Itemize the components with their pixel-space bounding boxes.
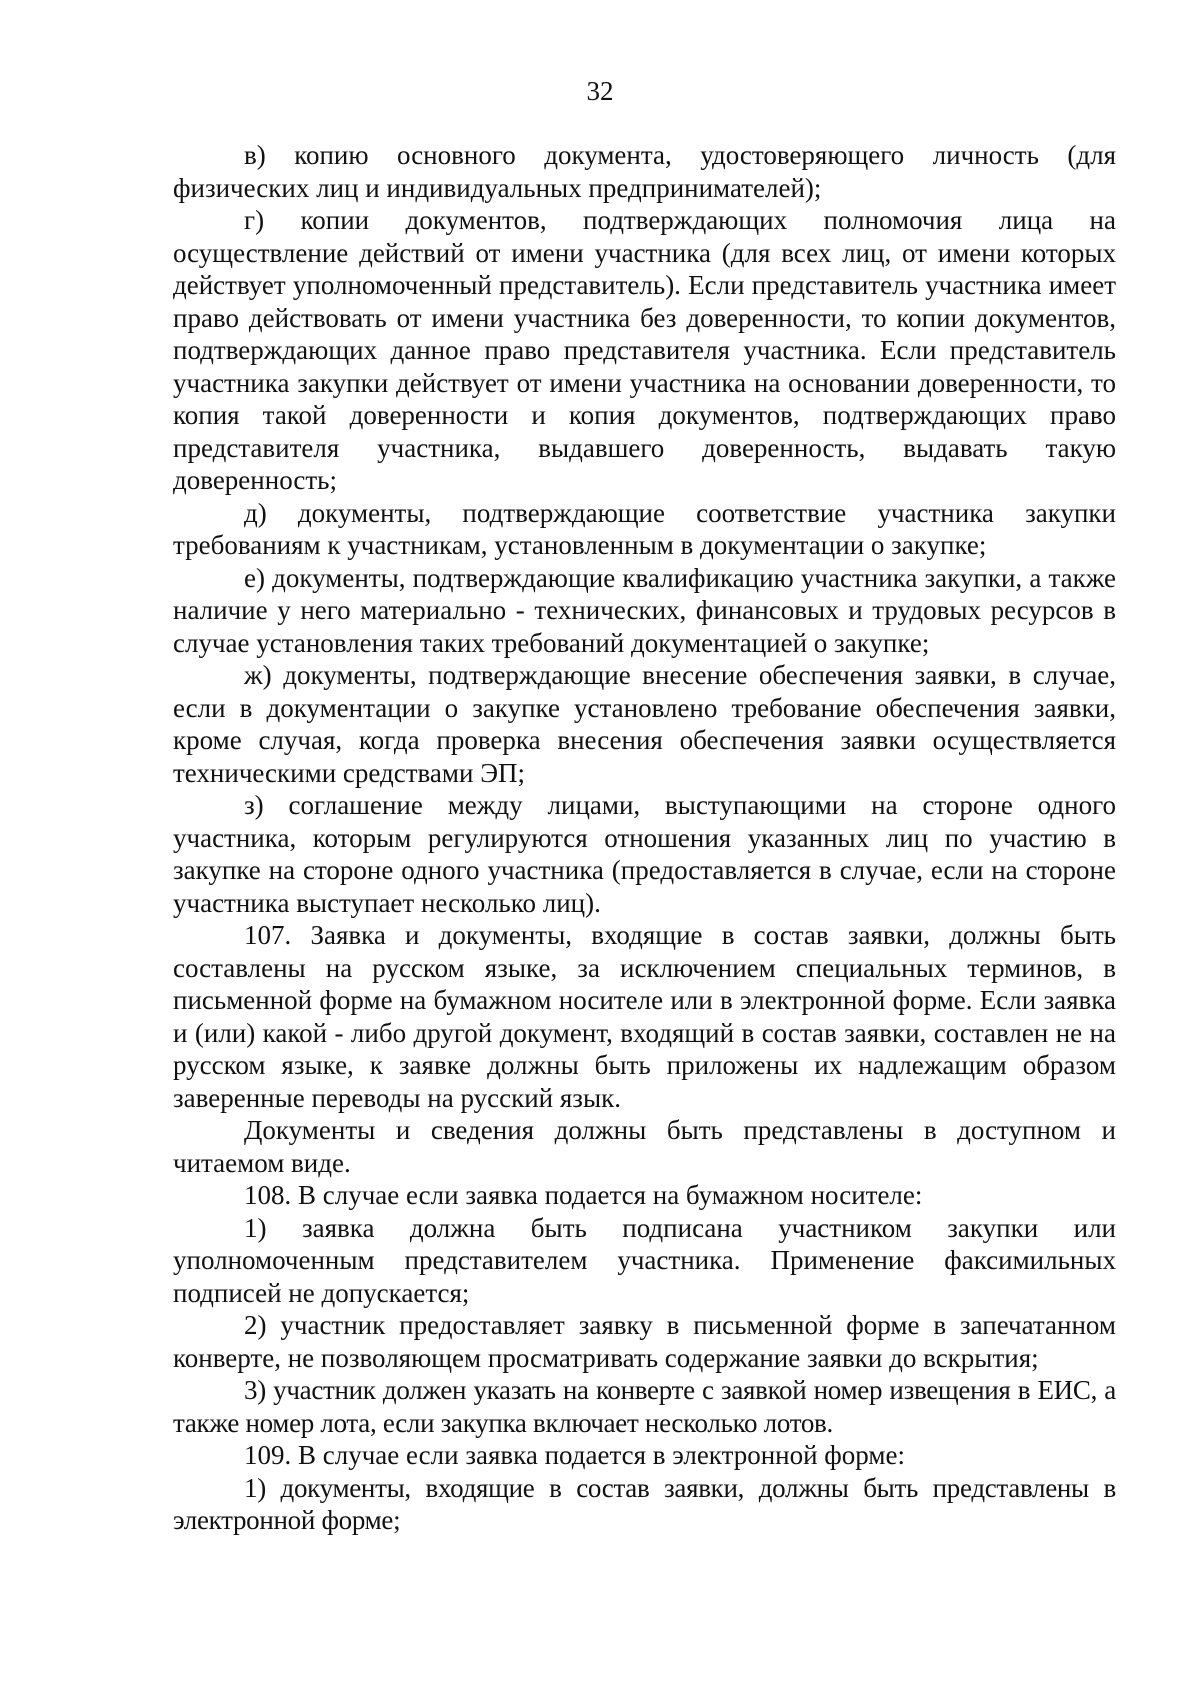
paragraph-item-e: е) документы, подтверждающие квалификацию участника закупки, а также наличие у него материально - технических, финансовых и трудовых ресурсов в случае установления таких требований документацией о закупке; — [173, 562, 1116, 658]
paragraph-item-z: з) соглашение между лицами, выступающими на стороне одного участника, которым регулируются отношения указанных лиц по участию в закупке на стороне одного участника (предоставляется в случае, если на стороне участника выступает несколько лиц). — [173, 790, 1116, 918]
paragraph-clause-108-3: 3) участник должен указать на конверте с заявкой номер извещения в ЕИС, а также номер лота, если закупка включает несколько лотов. — [173, 1375, 1116, 1438]
paragraph-item-v: в) копию основного документа, удостоверяющего личность (для физических лиц и индивидуальных предпринимателей); — [173, 140, 1116, 203]
paragraph-clause-109-1: 1) документы, входящие в состав заявки, должны быть представлены в электронной форме; — [173, 1472, 1116, 1535]
page-number: 32 — [586, 76, 614, 106]
paragraph-documents-readable: Документы и сведения должны быть представлены в доступном и читаемом виде. — [173, 1115, 1116, 1178]
paragraph-item-d: д) документы, подтверждающие соответствие участника закупки требованиям к участникам, установленным в документации о закупке; — [173, 497, 1116, 560]
paragraph-item-zh: ж) документы, подтверждающие внесение обеспечения заявки, в случае, если в документации о закупке установлено требование обеспечения заявки, кроме случая, когда проверка внесения обеспечения заявки осуществляется техническими средствами ЭП; — [173, 660, 1116, 788]
paragraph-clause-107: 107. Заявка и документы, входящие в состав заявки, должны быть составлены на русском языке, за исключением специальных терминов, в письменной форме на бумажном носителе или в электронной форме. Если заявка и (или) какой - либо другой документ, входящий в состав заявки, составлен не на русском языке, к заявке должны быть приложены их надлежащим образом заверенные переводы на русский язык. — [173, 920, 1116, 1113]
paragraph-clause-108-1: 1) заявка должна быть подписана участником закупки или уполномоченным представителем участника. Применение факсимильных подписей не допускается; — [173, 1212, 1116, 1308]
paragraph-clause-108-2: 2) участник предоставляет заявку в письменной форме в запечатанном конверте, не позволяющем просматривать содержание заявки до вскрытия; — [173, 1310, 1116, 1373]
document-body — [173, 139, 1116, 1537]
paragraph-clause-109: 109. В случае если заявка подается в электронной форме: — [244, 1440, 905, 1470]
paragraph-item-g: г) копии документов, подтверждающих полномочия лица на осуществление действий от имени участника (для всех лиц, от имени которых действует уполномоченный представитель). Если представитель участника имеет право действовать от имени участника без доверенности, то копии документов, подтверждающих данное право представителя участника. Если представитель участника закупки действует от имени участника на основании доверенности, то копия такой доверенности и копия документов, подтверждающих право представителя участника, выдавшего доверенность, выдавать такую доверенность; — [173, 205, 1116, 495]
paragraph-clause-108: 108. В случае если заявка подается на бумажном носителе: — [244, 1180, 923, 1210]
